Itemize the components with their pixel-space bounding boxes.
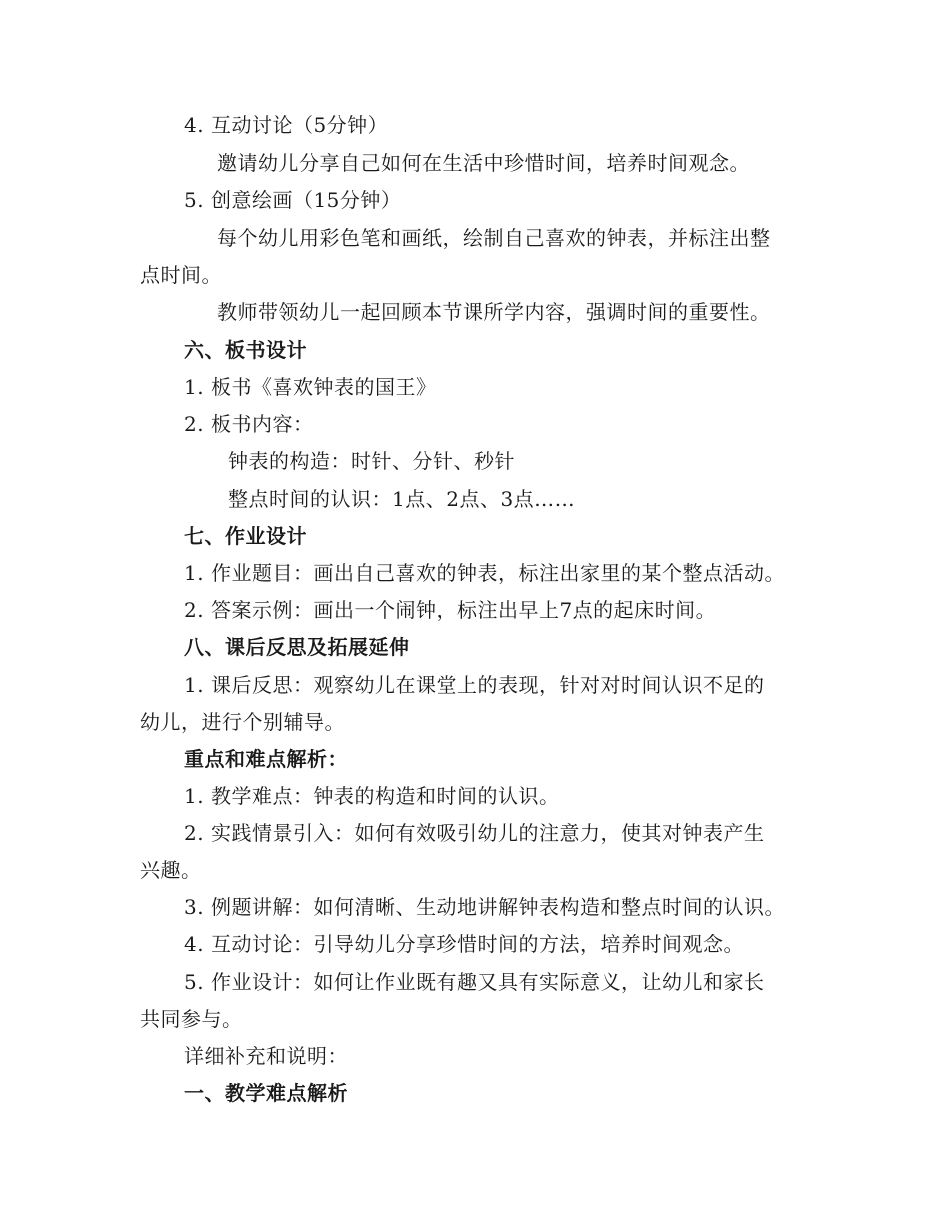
paragraph-line: 每个幼儿用彩色笔和画纸，绘制自己喜欢的钟表，并标注出整 bbox=[217, 226, 771, 250]
list-item: 4. 互动讨论：引导幼儿分享珍惜时间的方法，培养时间观念。 bbox=[184, 932, 744, 956]
list-item: 1. 教学难点：钟表的构造和时间的认识。 bbox=[184, 784, 560, 808]
section-heading-key-points: 重点和难点解析： bbox=[184, 747, 348, 771]
list-item: 2. 答案示例：画出一个闹钟，标注出早上7点的起床时间。 bbox=[184, 598, 717, 622]
list-item: 2. 实践情景引入：如何有效吸引幼儿的注意力，使其对钟表产生 bbox=[184, 821, 765, 845]
list-item-interactive-discussion: 4. 互动讨论（5分钟） bbox=[184, 113, 389, 137]
paragraph-line: 兴趣。 bbox=[140, 858, 202, 882]
section-heading-homework-design: 七、作业设计 bbox=[184, 524, 307, 548]
paragraph-line: 幼儿，进行个别辅导。 bbox=[140, 710, 345, 734]
list-item: 2. 板书内容： bbox=[184, 412, 314, 436]
board-content-line: 钟表的构造：时针、分针、秒针 bbox=[228, 449, 515, 473]
paragraph-line: 点时间。 bbox=[140, 263, 222, 287]
section-heading-difficulty-analysis: 一、教学难点解析 bbox=[184, 1081, 348, 1105]
list-item: 5. 作业设计：如何让作业既有趣又具有实际意义，让幼儿和家长 bbox=[184, 970, 765, 994]
list-item: 1. 课后反思：观察幼儿在课堂上的表现，针对对时间认识不足的 bbox=[184, 673, 765, 697]
paragraph-line: 邀请幼儿分享自己如何在生活中珍惜时间，培养时间观念。 bbox=[217, 151, 750, 175]
list-item: 1. 板书《喜欢钟表的国王》 bbox=[184, 375, 437, 399]
section-heading-board-design: 六、板书设计 bbox=[184, 338, 307, 362]
board-content-line: 整点时间的认识：1点、2点、3点…… bbox=[228, 487, 576, 511]
list-item: 1. 作业题目：画出自己喜欢的钟表，标注出家里的某个整点活动。 bbox=[184, 561, 785, 585]
list-item-creative-drawing: 5. 创意绘画（15分钟） bbox=[184, 188, 402, 212]
paragraph-line: 共同参与。 bbox=[140, 1007, 243, 1031]
paragraph-line: 详细补充和说明： bbox=[184, 1044, 348, 1068]
list-item: 3. 例题讲解：如何清晰、生动地讲解钟表构造和整点时间的认识。 bbox=[184, 895, 785, 919]
paragraph-line: 教师带领幼儿一起回顾本节课所学内容，强调时间的重要性。 bbox=[217, 300, 771, 324]
section-heading-reflection: 八、课后反思及拓展延伸 bbox=[184, 635, 410, 659]
